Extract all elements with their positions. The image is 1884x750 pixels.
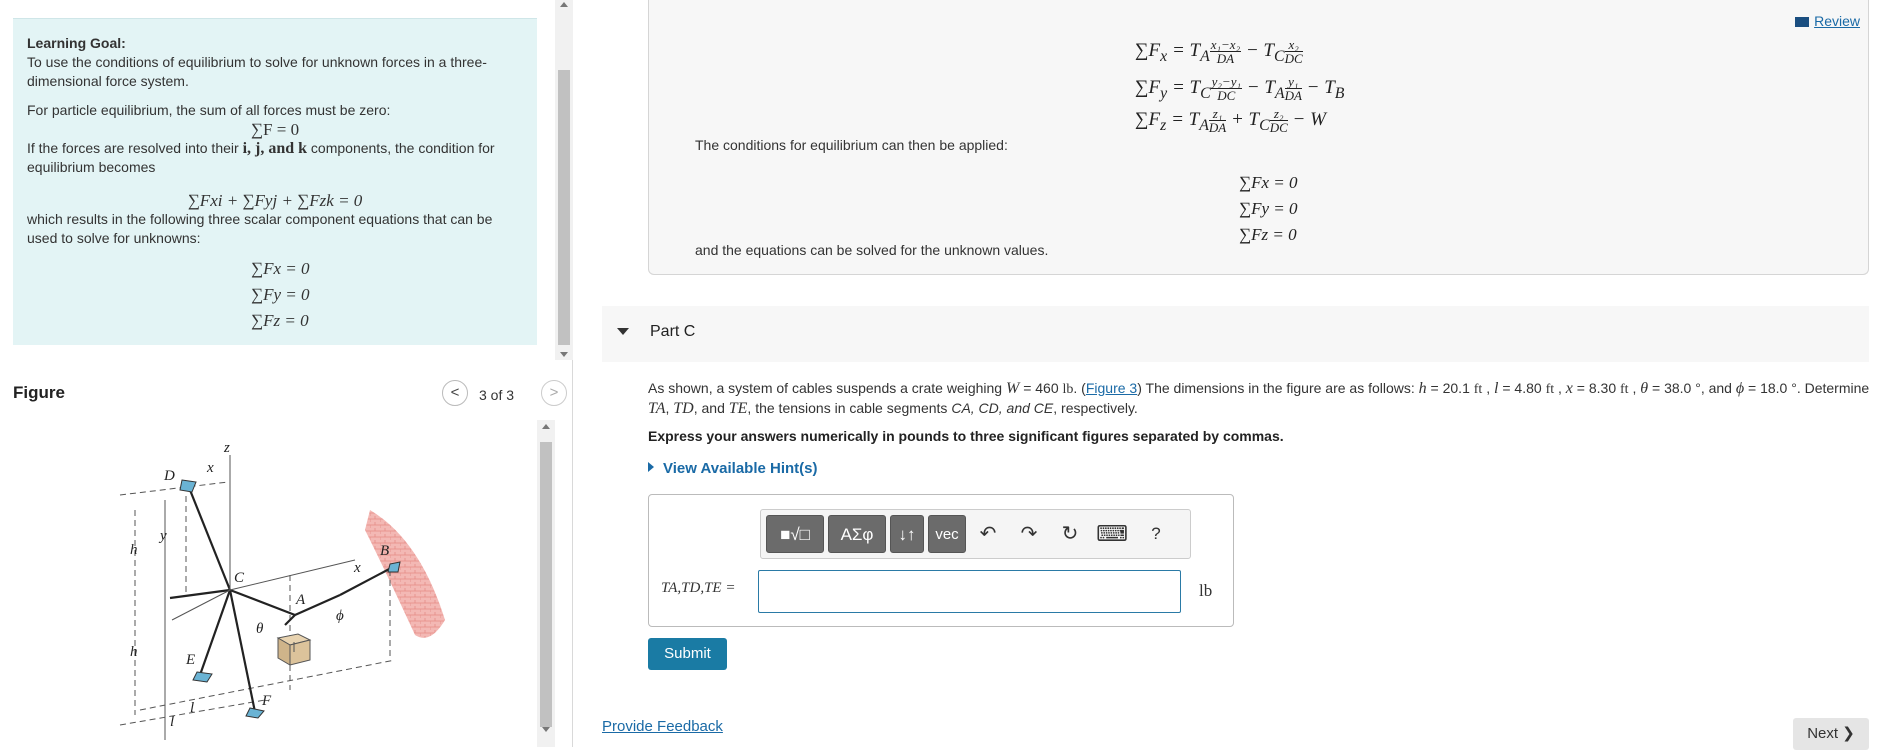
templates-button[interactable]: ■√□ xyxy=(766,515,824,553)
learning-goal-box xyxy=(13,18,537,345)
crate-icon xyxy=(278,634,310,665)
figure-3-link[interactable]: Figure 3 xyxy=(1085,380,1138,396)
scroll-down-icon[interactable] xyxy=(560,352,568,357)
label-e: E xyxy=(186,652,196,668)
caret-down-icon[interactable] xyxy=(617,328,629,335)
keyboard-icon[interactable]: ⌨ xyxy=(1096,521,1128,546)
eq-components: ∑Fxi + ∑Fyj + ∑Fzk = 0 xyxy=(187,191,363,210)
label-d: D xyxy=(164,468,175,484)
label-b: B xyxy=(380,543,390,559)
figure-next-button[interactable]: > xyxy=(541,380,567,406)
hint-eq-fz-zero: ∑Fz = 0 xyxy=(1239,225,1297,244)
cable-system-figure xyxy=(0,420,535,747)
goal-scrollbar-thumb[interactable] xyxy=(558,70,570,345)
symbols-button[interactable]: ΑΣφ xyxy=(828,515,886,553)
answer-unit: lb xyxy=(1199,581,1213,600)
provide-feedback-link[interactable]: Provide Feedback xyxy=(602,718,723,735)
view-hints-link[interactable]: View Available Hint(s) xyxy=(648,460,818,477)
figure-scrollbar-thumb[interactable] xyxy=(540,442,552,727)
learning-goal-line2: For particle equilibrium, the sum of all forces must be zero: xyxy=(27,102,391,118)
label-phi: ϕ xyxy=(336,608,344,624)
hint-eq-fy-zero: ∑Fy = 0 xyxy=(1239,199,1298,218)
support-f xyxy=(246,708,264,718)
learning-goal-line3: If the forces are resolved into their i, j, and k components, the condition for equilibrium becomes xyxy=(27,140,495,175)
label-h-upper: h xyxy=(130,542,138,558)
redo-icon[interactable]: ↷ xyxy=(1020,523,1038,545)
label-z: z xyxy=(224,440,230,456)
figure-title: Figure xyxy=(13,383,65,402)
arrows-button[interactable]: ↓↑ xyxy=(890,515,924,553)
goal-scrollbar[interactable] xyxy=(555,0,573,360)
help-icon[interactable]: ? xyxy=(1151,524,1161,543)
question-text: As shown, a system of cables suspends a crate weighing W = 460 lb. (Figure 3) The dimensions in the figure are as follows: h = 20.1 ft , l = 4.80 ft , x = 8.30 ft , θ = 38.0 °, and ϕ = 18.0 °. Determine TA, TD, and TE, the tensions in cable segments CA, CD, and CE, respectively. xyxy=(648,380,1870,417)
label-theta: θ xyxy=(256,621,264,637)
hint-text-apply: The conditions for equilibrium can then be applied: xyxy=(695,137,1008,153)
answer-instruction: Express your answers numerically in pounds to three significant figures separated by commas. xyxy=(648,428,1284,444)
label-l-1: l xyxy=(170,714,175,730)
learning-goal-line4: which results in the following three scalar component equations that can be used to solve for unknowns: xyxy=(27,211,493,246)
eq-fx-zero: ∑Fx = 0 xyxy=(251,259,310,278)
reset-icon[interactable]: ↻ xyxy=(1061,523,1079,545)
hint-eq-fz: $\sum F_z = T_A$ $\frac{\text{z₁}}{DA}$ + $T_C$ $\frac{\text{z₂}}{DC}$ − W xyxy=(1135,106,1326,135)
learning-goal-line1: To use the conditions of equilibrium to solve for unknown forces in a three-dimensional force system. xyxy=(27,54,487,89)
answer-label: TA,TD,TE = xyxy=(661,580,736,596)
undo-icon[interactable]: ↶ xyxy=(979,523,997,545)
eq-fy-zero: ∑Fy = 0 xyxy=(251,285,310,304)
hint-eq-fx: $\sum F_x = T_A$ $\frac{\text{x₁−x₂}}{DA}$ − $T_C$ $\frac{\text{x₂}}{DC}$ xyxy=(1135,37,1303,66)
figure-prev-button[interactable]: < xyxy=(442,380,468,406)
figure-scroll-down-icon[interactable] xyxy=(542,727,550,732)
vec-button[interactable]: vec xyxy=(928,515,966,553)
label-y: y xyxy=(160,528,167,544)
label-l-2: l xyxy=(190,700,195,716)
hint-eq-fy: $\sum F_y = T_C$ $\frac{\text{y₂−y₁}}{DC}$ − $T_A$ $\frac{\text{y₁}}{DA}$ − $T_B$ xyxy=(1135,74,1345,103)
label-x-top: x xyxy=(207,460,214,476)
eq-fz-zero: ∑Fz = 0 xyxy=(251,311,309,330)
figure-scrollbar[interactable] xyxy=(537,420,555,747)
part-c-header[interactable] xyxy=(602,306,1869,362)
figure-header xyxy=(13,383,558,409)
caret-right-icon xyxy=(648,462,654,472)
review-link[interactable]: Review xyxy=(1795,13,1860,29)
hint-eq-fx-zero: ∑Fx = 0 xyxy=(1239,173,1298,192)
support-d xyxy=(180,480,196,492)
label-h-lower: h xyxy=(130,644,138,660)
part-label: Part C xyxy=(650,323,696,340)
figure-scroll-up-icon[interactable] xyxy=(542,424,550,429)
scroll-up-icon[interactable] xyxy=(560,2,568,7)
hint-text-solve: and the equations can be solved for the unknown values. xyxy=(695,242,1049,258)
figure-area xyxy=(0,420,555,747)
next-button[interactable]: Next ❯ xyxy=(1793,718,1869,750)
submit-button[interactable]: Submit xyxy=(648,638,727,670)
label-f: F xyxy=(262,693,272,709)
hint-content-box xyxy=(648,0,1869,275)
learning-goal-title: Learning Goal: xyxy=(27,35,126,51)
support-e xyxy=(193,672,212,682)
label-a: A xyxy=(296,592,306,608)
learning-goal-scroll-area[interactable] xyxy=(0,0,573,360)
answer-box xyxy=(648,494,1234,627)
eq-sum-forces: ∑F = 0 xyxy=(250,120,300,139)
math-toolbar xyxy=(760,509,1191,559)
hint-equilibrium-eqs xyxy=(1239,170,1298,248)
book-icon xyxy=(1795,17,1809,27)
label-c: C xyxy=(234,570,245,586)
label-x-axis: x xyxy=(354,560,361,576)
brick-wall xyxy=(365,510,445,638)
left-pane xyxy=(0,0,573,747)
answer-input[interactable] xyxy=(758,570,1181,613)
right-pane xyxy=(574,0,1884,747)
figure-counter: 3 of 3 xyxy=(479,387,515,403)
